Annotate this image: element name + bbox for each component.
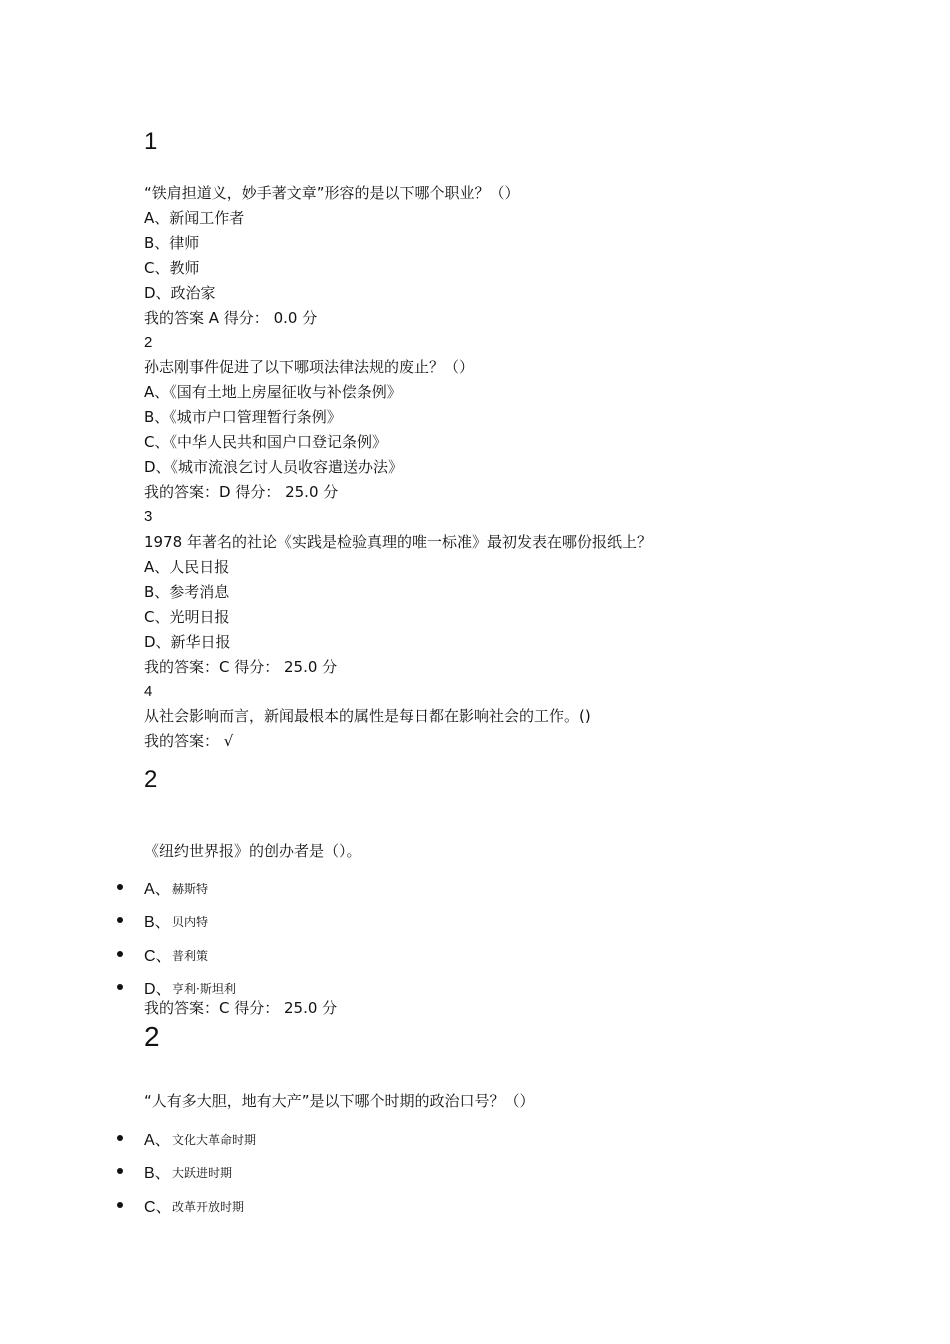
option-a: A、新闻工作者	[144, 209, 245, 227]
option-a: A、《国有土地上房屋征收与补偿条例》	[144, 383, 402, 401]
my-answer: 我的答案：D 得分： 25.0 分	[144, 483, 339, 501]
bullet-icon	[117, 917, 123, 923]
option-text: 亨利·斯坦利	[172, 982, 236, 996]
option-c: C、教师	[144, 259, 200, 277]
option-letter: A、	[144, 881, 171, 898]
my-answer: 我的答案 A 得分： 0.0 分	[144, 309, 318, 327]
option-text: 贝内特	[172, 915, 209, 929]
option-letter: C、	[144, 948, 172, 965]
option-letter: C、	[144, 1199, 172, 1216]
option-d: D、政治家	[144, 284, 216, 302]
question-text: “铁肩担道义，妙手著文章”形容的是以下哪个职业？（）	[144, 184, 520, 202]
question-text: “人有多大胆，地有大产”是以下哪个时期的政治口号？（）	[144, 1092, 535, 1110]
bullet-icon	[117, 1168, 123, 1174]
bullet-icon	[117, 1202, 123, 1208]
bullet-icon	[117, 1135, 123, 1141]
option-b: B、律师	[144, 234, 200, 252]
option-c: C、光明日报	[144, 608, 230, 626]
list-item	[0, 880, 900, 904]
list-item	[0, 1164, 900, 1188]
option-letter: B、	[144, 1165, 171, 1182]
option-text: 大跃进时期	[172, 1166, 233, 1180]
option-text: 普利策	[172, 949, 209, 963]
question-text: 1978 年著名的社论《实践是检验真理的唯一标准》最初发表在哪份报纸上？	[144, 533, 652, 551]
bullet-icon	[117, 984, 123, 990]
my-answer: 我的答案：C 得分： 25.0 分	[144, 658, 338, 676]
my-answer: 我的答案：C 得分： 25.0 分	[144, 999, 338, 1017]
section-number: 1	[144, 128, 158, 155]
option-letter: A、	[144, 1132, 171, 1149]
question-number: 4	[144, 683, 153, 700]
section-number: 2	[144, 766, 158, 793]
list-item	[0, 1198, 900, 1222]
option-text: 文化大革命时期	[172, 1133, 257, 1147]
my-answer: 我的答案： √	[144, 732, 234, 750]
option-letter: B、	[144, 914, 171, 931]
option-b: B、《城市户口管理暂行条例》	[144, 408, 342, 426]
question-number: 2	[144, 334, 153, 351]
option-text: 改革开放时期	[172, 1200, 245, 1214]
option-text: 赫斯特	[172, 882, 209, 896]
list-item	[0, 980, 900, 1004]
option-letter: D、	[144, 981, 172, 998]
option-b: B、参考消息	[144, 583, 230, 601]
question-text: 从社会影响而言，新闻最根本的属性是每日都在影响社会的工作。()	[144, 707, 591, 725]
list-item	[0, 1131, 900, 1155]
option-a: A、人民日报	[144, 558, 230, 576]
list-item	[0, 913, 900, 937]
option-d: D、《城市流浪乞讨人员收容遣送办法》	[144, 458, 404, 476]
option-c: C、《中华人民共和国户口登记条例》	[144, 433, 387, 451]
question-text: 《纽约世界报》的创办者是（）。	[144, 842, 362, 860]
question-text: 孙志刚事件促进了以下哪项法律法规的废止？（）	[144, 358, 475, 376]
bullet-icon	[117, 951, 123, 957]
section-number: 2	[144, 1021, 160, 1052]
bullet-icon	[117, 884, 123, 890]
list-item	[0, 947, 900, 971]
option-d: D、新华日报	[144, 633, 231, 651]
question-number: 3	[144, 508, 153, 525]
